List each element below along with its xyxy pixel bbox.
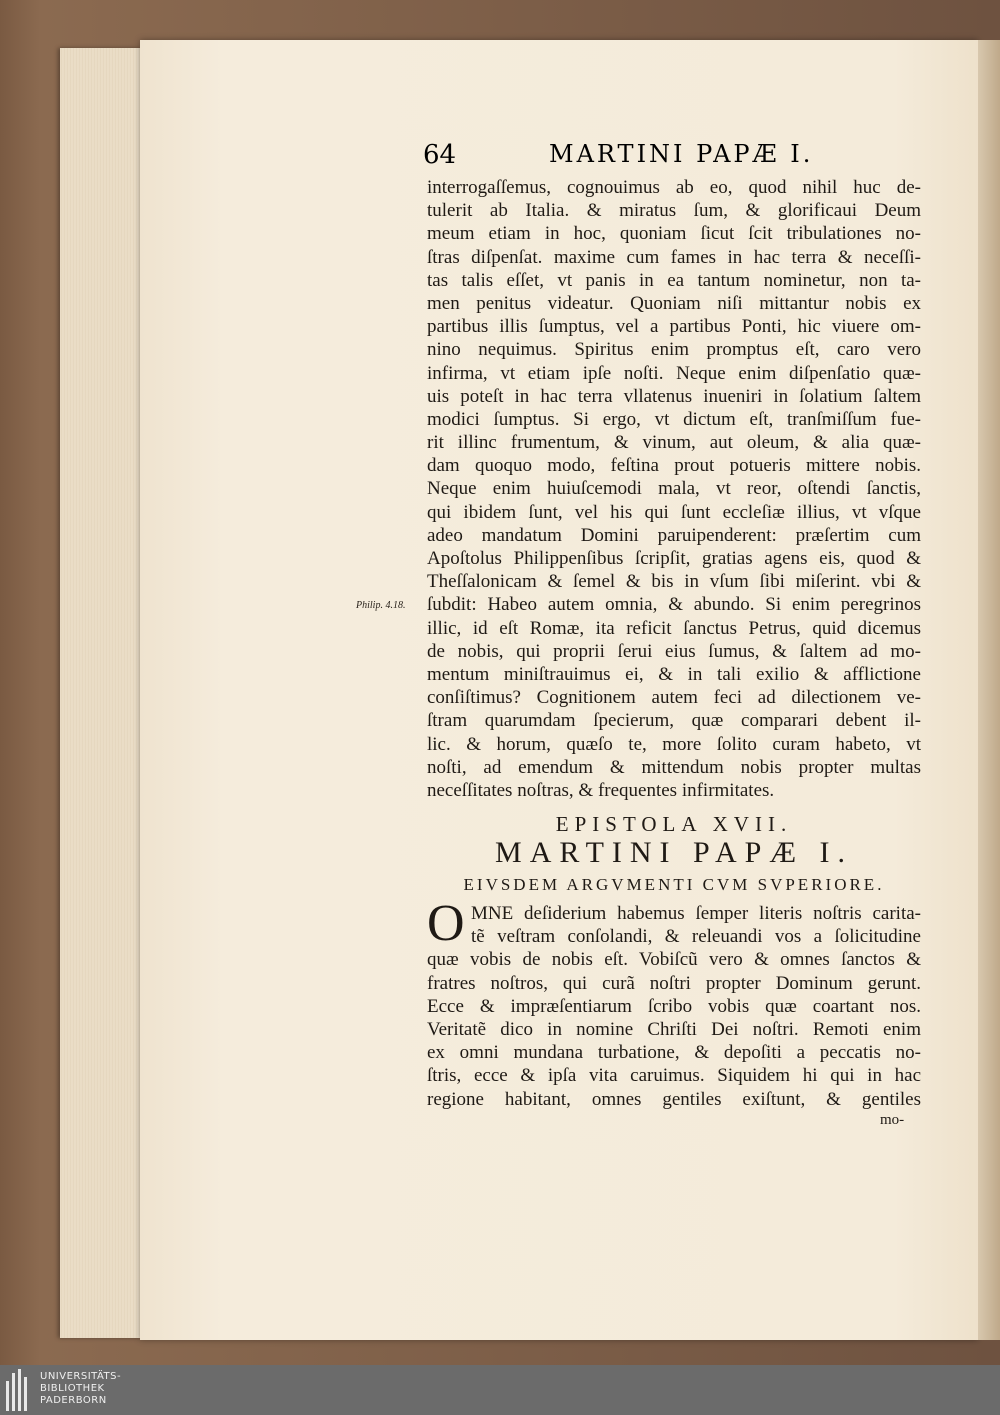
text-line: ex omni mundana turbatione, & depoſiti a peccatis no-	[427, 1042, 921, 1064]
page-edges	[60, 48, 142, 1338]
text-line: meum etiam in hoc, quoniam ſicut ſcit tribulationes no-	[427, 223, 921, 245]
page-header	[423, 140, 923, 174]
text-line: lic. & horum, quæſo te, more ſolito curam habeto, vt	[427, 733, 921, 755]
text-line: infirma, vt etiam ipſe noſti. Neque enim diſpenſatio quæ-	[427, 362, 921, 384]
text-line: conſiſtimus? Cognitionem autem feci ad dilectionem ve-	[427, 687, 921, 709]
text-line: Veritatẽ dico in nomine Chriſti Dei noſtri. Remoti enim	[427, 1018, 921, 1040]
text-line: fratres noſtros, qui curã noſtri propter Dominum gerunt.	[427, 972, 921, 994]
subtitle-heading: EIVSDEM ARGVMENTI CVM SVPERIORE.	[463, 875, 885, 894]
text-line: Neque enim huiuſcemodi mala, vt reor, oſtendi ſanctis,	[427, 478, 921, 500]
letter-text	[427, 902, 921, 1111]
text-line: tẽ veſtram conſolandi, & releuandi vos a ſolicitudine	[471, 926, 921, 948]
text-line: tas talis eſſet, vt panis in ea tantum nominetur, non ta-	[427, 269, 921, 291]
epistola-heading: EPISTOLA XVII.	[555, 812, 793, 836]
text-line: qui ibidem ſunt, vel his qui ſunt eccleſiæ illius, vt vſque	[427, 501, 921, 523]
text-line: quæ vobis de nobis eſt. Vobiſcũ vero & omnes ſanctos &	[427, 949, 921, 971]
page-right-edge	[978, 40, 1000, 1340]
library-name-line: BIBLIOTHEK	[40, 1383, 105, 1394]
drop-capital: O	[427, 895, 465, 952]
text-line: mentum miniſtrauimus ei, & in tali exilio & afflictione	[427, 663, 921, 685]
text-line: uis poteſt in hac terra vllatenus inueniri in ſolatium ſaltem	[427, 385, 921, 407]
text-line: noſti, ad emendum & mittendum nobis propter multas	[427, 756, 921, 778]
library-name-line: PADERBORN	[40, 1395, 107, 1406]
text-line: MNE deſiderium habemus ſemper literis noſtris carita-	[471, 903, 921, 924]
text-line: partibus illis ſumptus, vel a partibus Ponti, hic viuere om-	[427, 316, 921, 338]
text-line: illic, id eſt Romæ, ita reficit ſanctus Petrus, quid dicemus	[427, 617, 921, 639]
text-line: tulerit ab Italia. & miratus ſum, & glorificaui Deum	[427, 200, 921, 222]
library-logo-icon	[6, 1369, 32, 1411]
running-title: MARTINI PAPÆ I.	[549, 140, 814, 168]
text-line: Apoſtolus Philippenſibus ſcripſit, gratias agens eis, quod &	[427, 548, 921, 569]
text-line: Theſſalonicam & ſemel & bis in vſum ſibi miſerint. vbi &	[427, 571, 921, 593]
page-number: 64	[423, 140, 457, 170]
marginal-note: Philip. 4.18.	[356, 600, 406, 611]
library-name-line: UNIVERSITÄTS-	[40, 1371, 122, 1382]
text-line: interrogaſſemus, cognouimus ab eo, quod nihil huc de-	[427, 177, 921, 198]
text-line: men penitus videatur. Quoniam niſi mittantur nobis ex	[427, 292, 921, 314]
text-line: ſubdit: Habeo autem omnia, & abundo. Si enim peregrinos	[427, 594, 921, 616]
text-line: rit illinc frumentum, & vinum, aut oleum, & alia quæ-	[427, 432, 921, 454]
text-line: ſtras diſpenſat. maxime cum fames in hac terra & neceſſi-	[427, 246, 921, 268]
text-line: neceſſitates noſtras, & frequentes infirmitates.	[427, 779, 775, 801]
catchword: mo-	[880, 1112, 905, 1128]
author-heading: MARTINI PAPÆ I.	[495, 836, 853, 869]
text-line: ſtris, ecce & ipſa vita caruimus. Siquidem hi qui in hac	[427, 1065, 921, 1087]
text-line: Ecce & impræſentiarum ſcribo vobis quæ coartant nos.	[427, 995, 921, 1017]
text-line: ſtram quarumdam ſpecierum, quæ comparari debent il-	[427, 710, 921, 732]
text-line: regione habitant, omnes gentiles exiſtunt, & gentiles	[427, 1088, 921, 1110]
library-name	[40, 1371, 121, 1407]
body-text	[427, 176, 921, 802]
text-line: adeo mandatum Domini paruipenderent: præſertim cum	[427, 524, 921, 546]
library-footer	[0, 1365, 1000, 1415]
text-line: de nobis, qui proprii ſerui eius ſumus, & ſaltem ad mo-	[427, 640, 921, 662]
text-line: modici ſumptus. Si ergo, vt dictum eſt, tranſmiſſum fue-	[427, 408, 921, 430]
text-line: dam quoquo modo, feſtina prout potueris mittere nobis.	[427, 455, 921, 477]
text-line: nino nequimus. Spiritus enim promptus eſt, caro vero	[427, 339, 921, 361]
